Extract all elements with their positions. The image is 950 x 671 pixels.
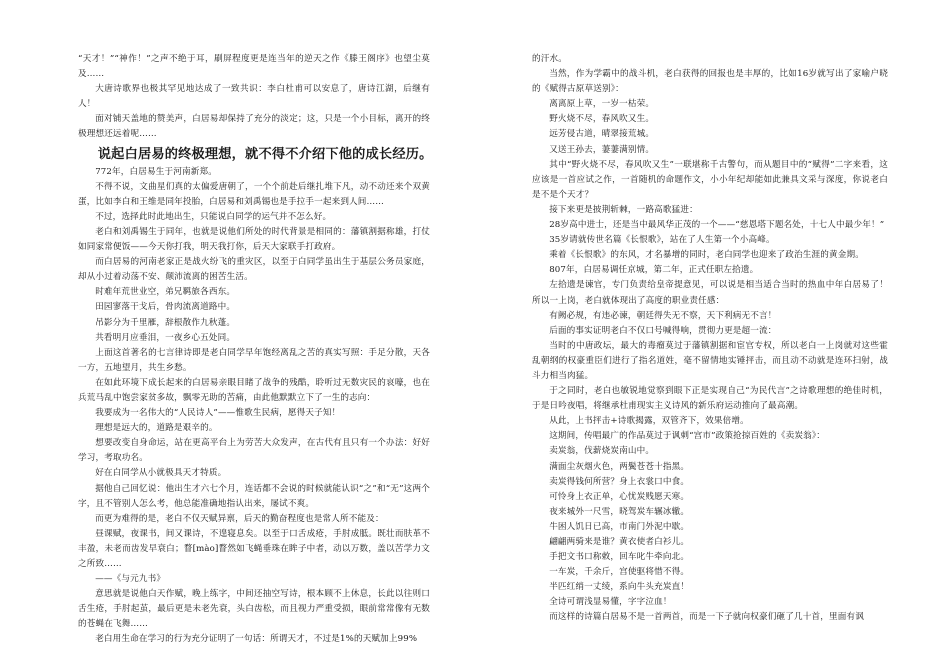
paragraph: 好在白同学从小就极具天才特质。 [95,468,227,479]
source-citation: ——《与元九书》 [95,574,166,585]
paragraph: 想要改变自身命运，站在更高平台上为劳苦大众发声，在古代有且只有一个办法：好好学习，考取功名。 [78,438,430,464]
paragraph: 上面这首著名的七言律诗即是老白同学早年饱经离乱之苦的真实写照：手足分散，天各一方，五地望月，共生乡愁。 [78,347,430,373]
poem-line: 可怜身上衣正单，心忧炭贱愿天寒。 [549,491,690,502]
poem-line: 离离原上草，一岁一枯荣。 [549,99,655,110]
paragraph: 28岁高中进士，还是当中最风华正茂的一个——“慈恩塔下题名处，十七人中最少年！” [549,220,885,231]
poem-line: 牛困人饥日已高，市南门外泥中歇。 [549,521,690,532]
poem-line: 夜来城外一尺雪，晓驾炭车辗冰辙。 [549,506,690,517]
paragraph: 大唐诗歌界也极其罕见地达成了一致共识：李白杜甫可以安息了，唐诗江湖，后继有人！ [78,84,430,110]
left-text-column [78,52,433,648]
poem-line: 卖炭翁，伐薪烧炭南山中。 [549,446,655,457]
poem-line: 一车炭，千余斤，宫使驱将惜不得。 [549,567,690,578]
poem-line: 手把文书口称敕，回车叱牛牵向北。 [549,552,690,563]
poem-line: 半匹红绡一丈绫，系向牛头充炭直！ [549,582,690,593]
paragraph: 有阙必规，有违必谏，朝廷得失无不察，天下利病无不言！ [549,310,777,321]
paragraph: 这期间，传唱最广的作品莫过于讽刺“宫市”政策抢掠百姓的《卖炭翁》： [549,431,826,442]
paragraph: 老白用生命在学习的行为充分证明了一句话：所谓天才，不过是1%的天赋加上99% [95,634,418,645]
paragraph: 理想是远大的，道路是艰辛的。 [95,423,218,434]
poem-line: 时难年荒世业空，弟兄羁旅各西东。 [95,287,236,298]
paragraph: 不得不说，文曲星们真的太偏爱唐朝了，一个个前赴后继扎堆下凡，动不动还来个双黄蛋，比如李白和王维是同年投胎，白居易和刘禹锡也是手拉手一起来到人间…… [78,181,430,207]
paragraph: 当然，作为学霸中的战斗机，老白获得的回报也是丰厚的，比如16岁就写出了家喻户晓的《赋得古原草送别》： [532,69,888,95]
paragraph: 我要成为一名伟大的“人民诗人”——惟歌生民病，愿得天子知！ [95,408,341,419]
poem-line: 远芳侵古道，晴翠接荒城。 [549,129,655,140]
paragraph: 807年，白居易调任京城，第二年，正式任职左拾遗。 [549,265,759,276]
continued-paragraph: “天才！”“神作！”之声不绝于耳，刷屏程度更是连当年的逆天之作《滕王阁序》也望尘莫及…… [78,54,430,80]
poem-line: 田园寥落干戈后，骨肉流离道路中。 [95,302,236,313]
poem-line: 满面尘灰烟火色，两鬓苍苍十指黑。 [549,461,690,472]
poem-line: 吊影分为千里雁，辞根散作九秋蓬。 [95,317,236,328]
poem-line: 共看明月应垂泪，一夜乡心五处同。 [95,332,236,343]
paragraph: 35岁请就传世名篇《长恨歌》，站在了人生第一个小高峰。 [549,235,775,246]
paragraph: 面对铺天盖地的赞美声，白居易却保持了充分的淡定；这，只是一个小目标，离开的终极理想还远着呢…… [78,114,430,140]
paragraph: 而更为难得的是，老白不仅天赋异禀，后天的勤奋程度也是常人所不能及： [95,513,384,524]
paragraph: 全诗可谓浅显易懂，字字泣血！ [549,597,672,608]
paragraph: 昼课赋，夜课书，间又课诗，不遑寝息矣。以至于口舌成疮，手肘成胝。既壮而肤革不丰盈，未老而齿发早衰白；瞀[mào]瞀然如飞蝇垂珠在眸子中者，动以万数，盖以苦学力文之所致…… [78,528,430,569]
poem-line: 翩翩两骑来是谁？黄衣使者白衫儿。 [549,537,690,547]
paragraph: 于之同时，老白也敏锐地觉察到眼下正是实现自己“为民代言”之诗歌理想的绝佳时机，于是日吟夜唱，将继承杜甫现实主义诗风的新乐府运动推向了最高潮。 [532,386,888,412]
paragraph: 从此，上书抨击+诗歌揭露，双管齐下，效果倍增。 [549,416,749,427]
paragraph: 乘着《长恨歌》的东风，才名暴增的同时，老白同学也迎来了政治生涯的黄金期。 [549,250,864,261]
paragraph: 意思就是说他白天作赋，晚上练字，中间还抽空写诗，根本顾不上休息，长此以往则口舌生疮，手肘起茧，最后更是未老先衰，头白齿松，而且视力严重受损，眼前常常像有无数的苍蝇在飞舞…… [78,589,430,630]
section-headline: 说起白居易的终极理想，就不得不介绍下他的成长经历。 [97,146,433,162]
paragraph: 据他自己回忆说：他出生才六七个月，连话都不会说的时候就能认识“之”和“无”这两个字，且不管别人怎么考，他总能准确地指认出来，屡试不爽。 [78,483,430,509]
paragraph: 左拾遗是谏官，专门负责给皇帝提意见，可以说是相当适合当时的热血中年白居易了！所以一上岗，老白就体现出了高度的职业责任感： [532,280,888,306]
right-text-column [532,52,888,626]
paragraph: 老白和刘禹锡生于同年，也就是说他们所处的时代背景是相同的：藩镇割据称雄，打仗如同家常便饭——今天你打我，明天我打你，后天大家联手打政府。 [78,226,430,253]
paragraph: 其中“野火烧不尽，春风吹又生”一联堪称千古警句，而从题目中的“赋得”二字来看，这应该是一首应试之作，一首随机的命题作文，小小年纪却能如此兼具文采与深度，你说老白是不是个天才？ [532,159,888,200]
paragraph: 后面的事实证明老白不仅口号喊得响，贯彻力更是超一流： [549,325,777,336]
continued-paragraph: 的汗水。 [532,54,567,64]
paragraph: 772年，白居易生于河南新郑。 [95,166,217,177]
paragraph: 而这样的诗篇白居易不是一首两首，而是一下子就向权豪们砸了几十首，里面有讽 [549,612,864,623]
paragraph: 不过，选择此时此地出生，只能说白同学的运气并不怎么好。 [95,211,332,222]
poem-line: 又送王孙去，萋萋满别情。 [549,144,655,155]
paragraph: 在如此环境下成长起来的白居易亲眼目睹了战争的残酷，聆听过无数灾民的哀嚎，也在兵荒马乱中饱尝家贫多故，飘零无助的苦痛，由此他默默立下了一生的志向： [78,377,430,403]
paragraph: 当时的中唐政坛，最大的毒瘤莫过于藩镇割据和宦官专权，所以老白一上岗就对这些霍乱朝纲的权豪重臣们进行了指名道姓，毫不留情地实锤抨击，而且动不动就是连环扫射，战斗力相当肉猛。 [532,340,888,381]
poem-line: 卖炭得钱何所营？身上衣裳口中食。 [549,476,690,487]
paragraph: 接下来更是披荆斩棘，一路高歌猛进： [549,204,698,215]
poem-line: 野火烧不尽，春风吹又生。 [549,114,655,125]
paragraph: 而白居易的河南老家正是战火纷飞的重灾区，以至于白同学虽出生于基层公务员家庭，却从小过着动荡不安、颠沛流离的困苦生活。 [78,257,430,283]
